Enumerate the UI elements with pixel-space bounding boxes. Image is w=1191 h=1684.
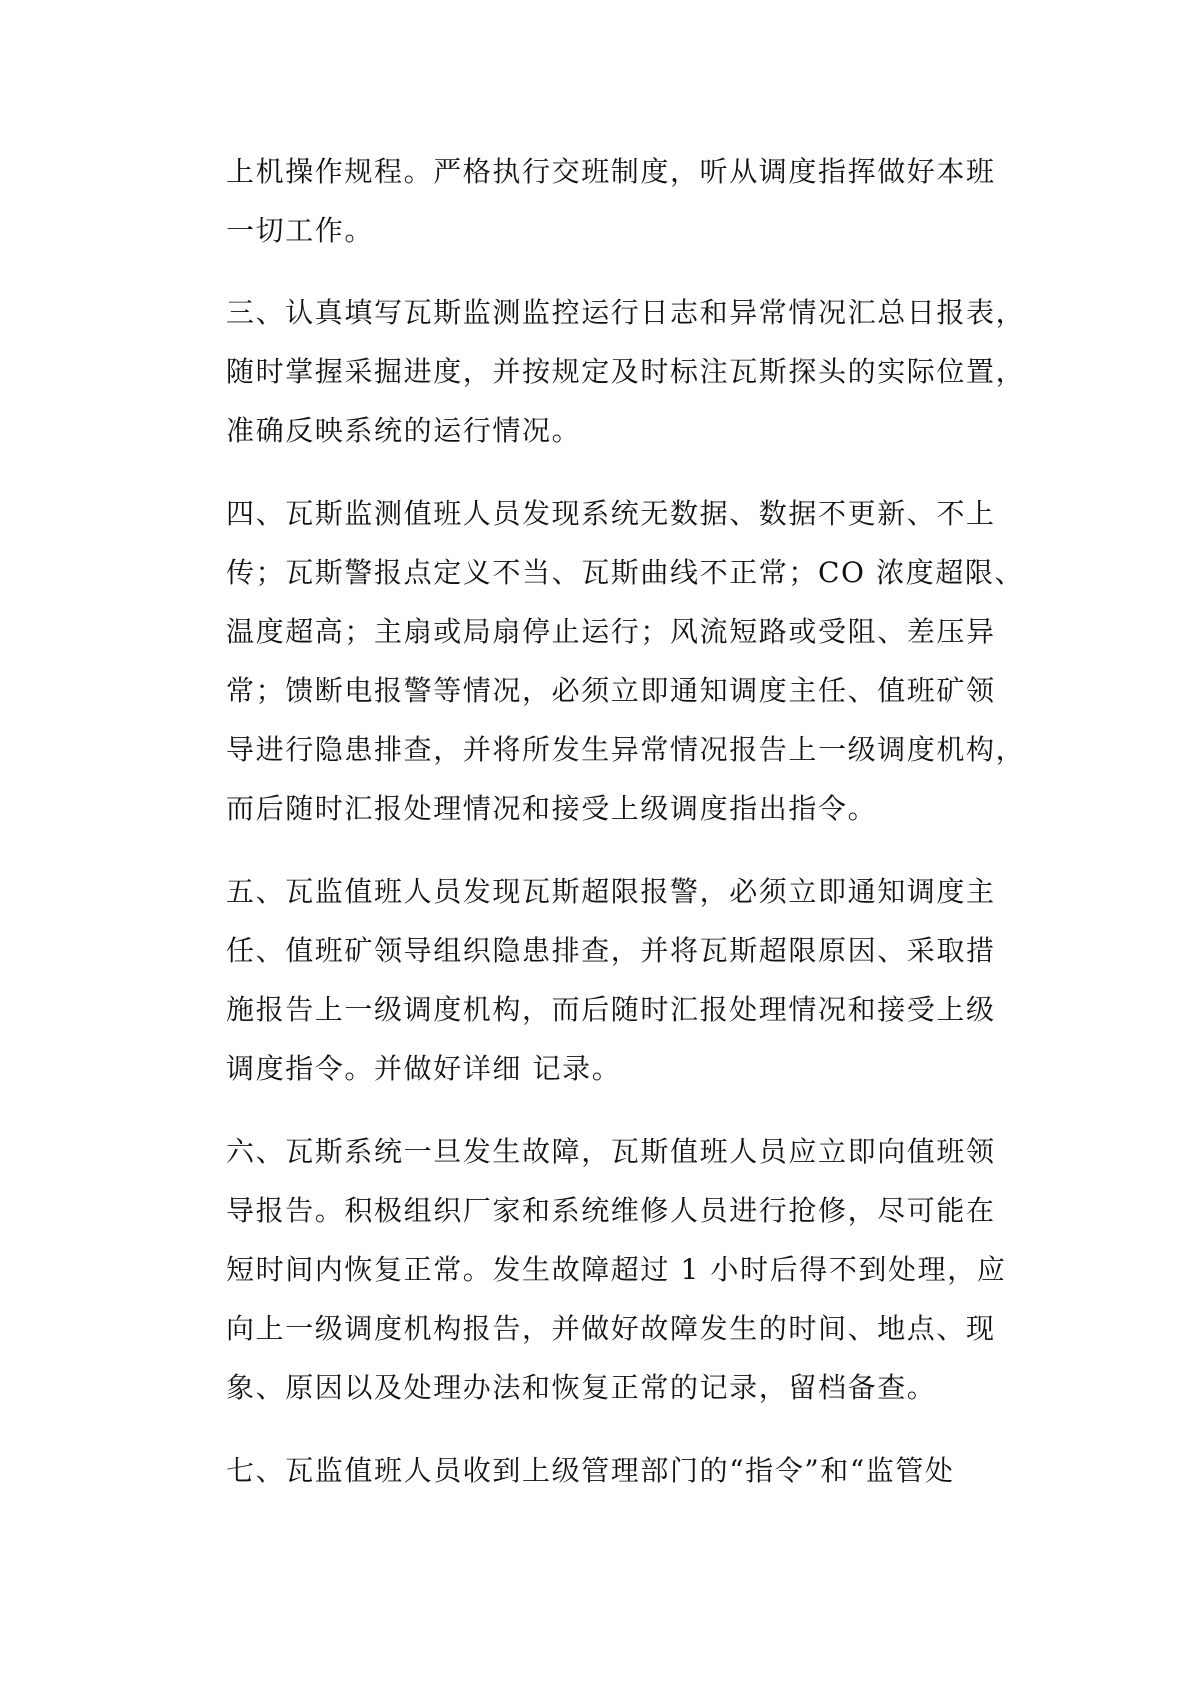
text-line: 准确反映系统的运行情况。: [226, 414, 582, 447]
text-line: 象、原因以及处理办法和恢复正常的记录，留档备查。: [226, 1371, 937, 1404]
text-line: 随时掌握采掘进度，并按规定及时标注瓦斯探头的实际位置，: [226, 355, 1026, 388]
text-line: 三、认真填写瓦斯监测监控运行日志和异常情况汇总日报表，: [226, 296, 1026, 329]
text-line: 而后随时汇报处理情况和接受上级调度指出指令。: [226, 792, 878, 825]
text-line: 四、瓦斯监测值班人员发现系统无数据、数据不更新、不上: [226, 497, 996, 530]
text-line: 一切工作。: [226, 214, 375, 247]
text-line: 导报告。积极组织厂家和系统维修人员进行抢修，尽可能在: [226, 1194, 996, 1227]
text-line: 五、瓦监值班人员发现瓦斯超限报警，必须立即通知调度主: [226, 875, 996, 908]
text-line: 七、瓦监值班人员收到上级管理部门的“指令”和“监管处: [226, 1454, 955, 1487]
text-line: 任、值班矿领导组织隐患排查，并将瓦斯超限原因、采取措: [226, 934, 996, 967]
text-line: 上机操作规程。严格执行交班制度，听从调度指挥做好本班: [226, 155, 996, 188]
text-line: 短时间内恢复正常。发生故障超过 1 小时后得不到处理，应: [226, 1253, 1007, 1286]
text-line: 向上一级调度机构报告，并做好故障发生的时间、地点、现: [226, 1312, 996, 1345]
text-line: 常；馈断电报警等情况，必须立即通知调度主任、值班矿领: [226, 674, 996, 707]
text-line: 传；瓦斯警报点定义不当、瓦斯曲线不正常；CO 浓度超限、: [226, 556, 1025, 589]
text-line: 施报告上一级调度机构，而后随时汇报处理情况和接受上级: [226, 993, 996, 1026]
text-line: 调度指令。并做好详细 记录。: [226, 1052, 622, 1085]
text-line: 六、瓦斯系统一旦发生故障，瓦斯值班人员应立即向值班领: [226, 1135, 996, 1168]
text-line: 温度超高；主扇或局扇停止运行；风流短路或受阻、差压异: [226, 615, 996, 648]
text-line: 导进行隐患排查，并将所发生异常情况报告上一级调度机构，: [226, 733, 1026, 766]
